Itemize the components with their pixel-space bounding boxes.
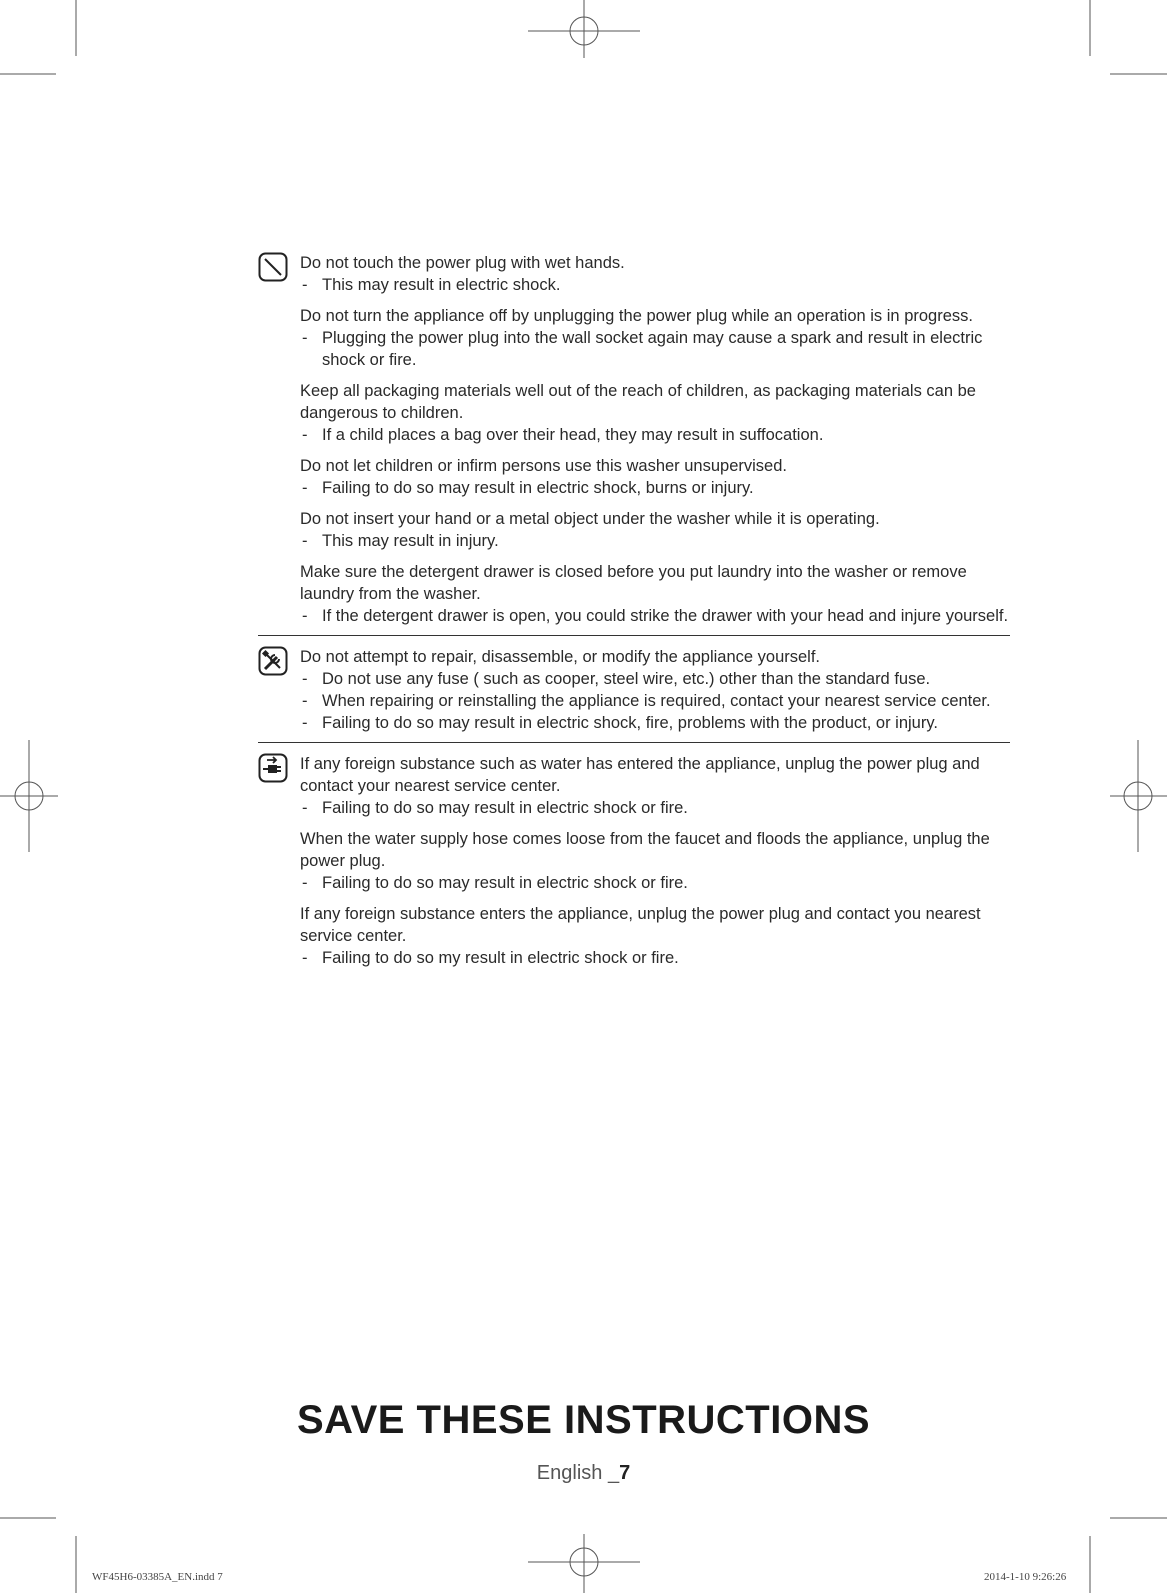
page-footer	[0, 1462, 1167, 1485]
warning-item	[300, 646, 1010, 734]
warning-consequence: - This may result in injury.	[300, 530, 1010, 552]
prohibited-icon	[258, 252, 288, 282]
warning-section	[258, 252, 1010, 627]
footer-language: English _	[536, 1462, 620, 1484]
warning-section	[258, 753, 1010, 969]
warning-section	[258, 646, 1010, 734]
warning-consequence: - Do not use any fuse ( such as cooper, steel wire, etc.) other than the standard fuse.	[300, 668, 1010, 690]
warning-item	[300, 252, 1010, 296]
warning-consequence: - Failing to do so may result in electric shock or fire.	[300, 797, 1010, 819]
warning-text: Do not turn the appliance off by unplugging the power plug while an operation is in progress.	[300, 307, 973, 325]
warning-text: If any foreign substance such as water has entered the appliance, unplug the power plug and contact your nearest service center.	[300, 755, 980, 795]
warning-text: Make sure the detergent drawer is closed before you put laundry into the washer or remove laundry from the washer.	[300, 563, 967, 603]
warning-item	[300, 508, 1010, 552]
warning-item	[300, 305, 1010, 371]
save-instructions-title: SAVE THESE INSTRUCTIONS	[296, 1398, 871, 1442]
warning-item	[300, 753, 1010, 819]
safety-content	[258, 252, 1010, 969]
warning-text: When the water supply hose comes loose from the faucet and floods the appliance, unplug the power plug.	[300, 830, 990, 870]
no-disassembly-icon	[258, 646, 288, 676]
warning-text: Do not touch the power plug with wet hands.	[300, 254, 625, 272]
warning-text: Keep all packaging materials well out of the reach of children, as packaging materials can be dangerous to children.	[300, 382, 976, 422]
warning-item	[300, 828, 1010, 894]
warning-consequence: - This may result in electric shock.	[300, 274, 1010, 296]
warning-item	[300, 380, 1010, 446]
warning-consequence: - Plugging the power plug into the wall socket again may cause a spark and result in electric shock or fire.	[300, 327, 1010, 371]
section-divider	[258, 742, 1010, 743]
warning-consequence: - Failing to do so may result in electric shock or fire.	[300, 872, 1010, 894]
warning-text: Do not insert your hand or a metal object under the washer while it is operating.	[300, 510, 880, 528]
warning-consequence: - When repairing or reinstalling the appliance is required, contact your nearest service center.	[300, 690, 1010, 712]
slug-timestamp: 2014-1-10 9:26:26	[984, 1571, 1067, 1583]
warning-consequence: - If the detergent drawer is open, you could strike the drawer with your head and injure yourself.	[300, 605, 1010, 627]
warning-item	[300, 561, 1010, 627]
warning-text: Do not let children or infirm persons use this washer unsupervised.	[300, 457, 787, 475]
warning-consequence: - If a child places a bag over their head, they may result in suffocation.	[300, 424, 1010, 446]
warning-item	[300, 455, 1010, 499]
warning-consequence: - Failing to do so may result in electric shock, burns or injury.	[300, 477, 1010, 499]
slug-filename: WF45H6-03385A_EN.indd 7	[92, 1571, 223, 1583]
warning-text: If any foreign substance enters the appliance, unplug the power plug and contact you nearest service center.	[300, 905, 981, 945]
warning-consequence: - Failing to do so my result in electric shock or fire.	[300, 947, 1010, 969]
section-divider	[258, 635, 1010, 636]
warning-consequence: - Failing to do so may result in electric shock, fire, problems with the product, or injury.	[300, 712, 1010, 734]
page-number: 7	[619, 1462, 631, 1484]
warning-text: Do not attempt to repair, disassemble, or modify the appliance yourself.	[300, 648, 821, 666]
unplug-icon	[258, 753, 288, 783]
warning-item	[300, 903, 1010, 969]
